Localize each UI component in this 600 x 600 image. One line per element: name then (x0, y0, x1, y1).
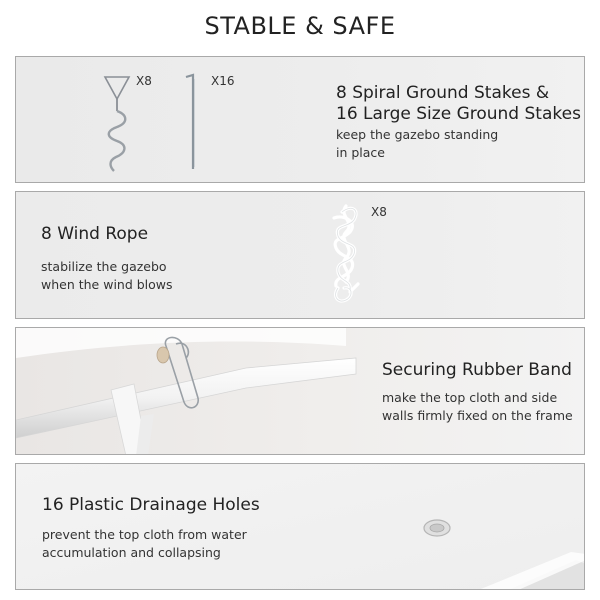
spiral-stake-icon (105, 77, 129, 171)
wind-rope-desc-line-2: when the wind blows (41, 277, 173, 292)
rubber-band-panel (15, 327, 585, 455)
spiral-stake-quantity: X8 (136, 74, 152, 88)
ground-stakes-heading-line-1: 8 Spiral Ground Stakes & (336, 83, 550, 103)
drainage-hole-icon (424, 520, 450, 536)
straight-stake-icon (186, 75, 195, 169)
drainage-holes-panel (15, 463, 585, 590)
drainage-holes-heading: 16 Plastic Drainage Holes (42, 495, 260, 515)
wind-rope-quantity: X8 (371, 205, 387, 219)
straight-stake-quantity: X16 (211, 74, 235, 88)
rubber-band-desc-line-2: walls firmly fixed on the frame (382, 408, 573, 423)
rubber-band-desc-line-1: make the top cloth and side (382, 390, 558, 405)
wind-rope-desc-line-1: stabilize the gazebo (41, 259, 167, 274)
drainage-holes-desc-line-1: prevent the top cloth from water (42, 527, 247, 542)
drainage-holes-desc-line-2: accumulation and collapsing (42, 545, 221, 560)
ground-stakes-desc-line-1: keep the gazebo standing (336, 127, 499, 142)
ground-stakes-panel (15, 56, 585, 183)
wind-rope-illustration (16, 192, 585, 319)
page-title: STABLE & SAFE (204, 12, 396, 40)
wind-rope-panel (15, 191, 585, 319)
ground-stakes-desc-line-2: in place (336, 145, 385, 160)
rubber-band-heading: Securing Rubber Band (382, 360, 572, 380)
ground-stakes-heading-line-2: 16 Large Size Ground Stakes (336, 104, 581, 124)
wind-rope-heading: 8 Wind Rope (41, 224, 149, 244)
